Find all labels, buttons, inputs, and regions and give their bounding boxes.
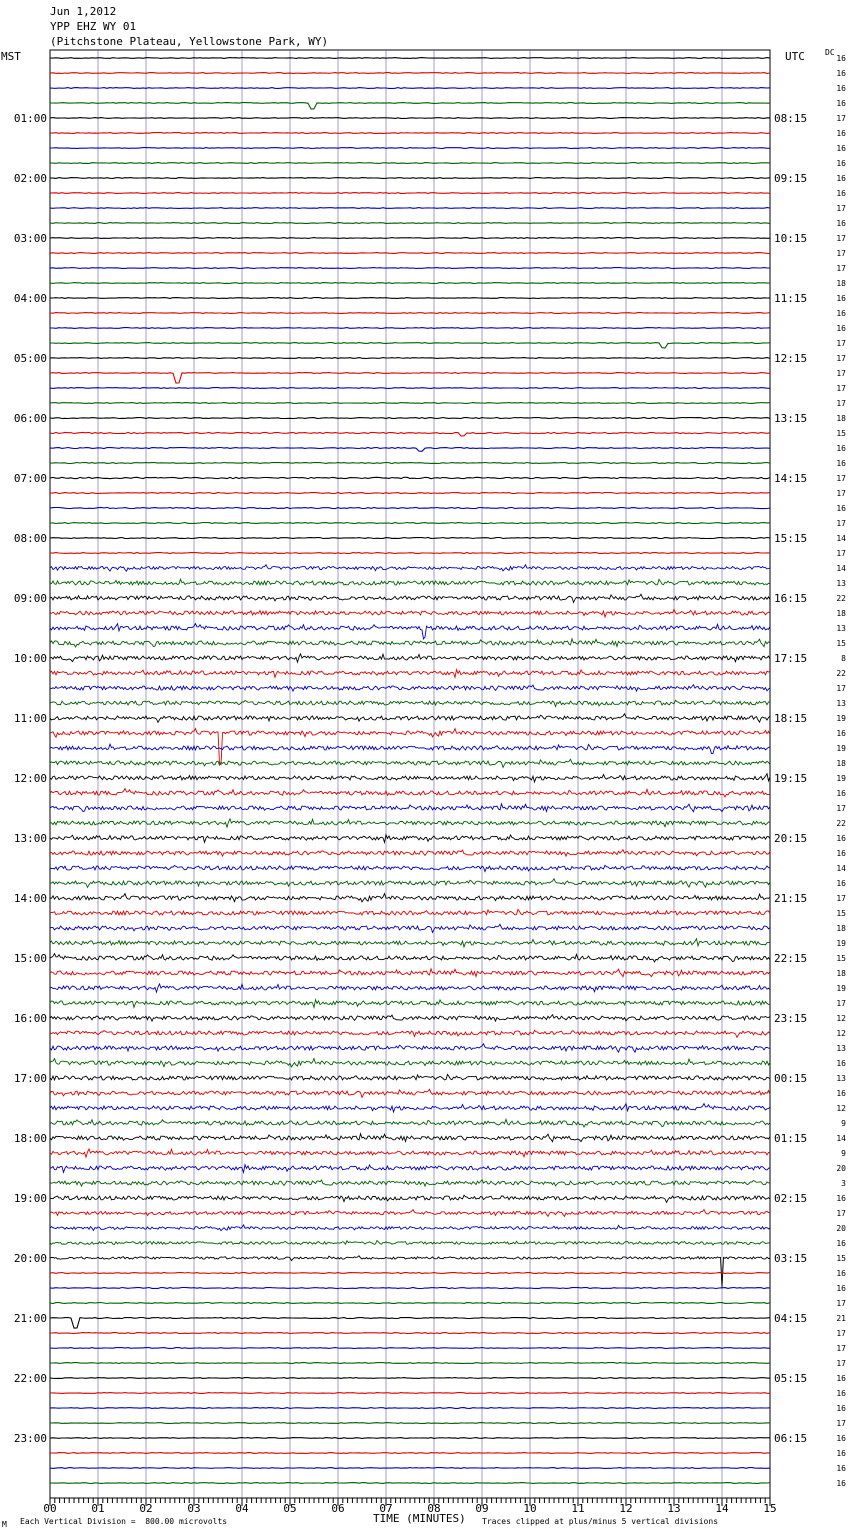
dc-offset-label: 16 [836, 294, 846, 303]
dc-offset-label: 17 [836, 489, 846, 498]
trace-row-34 [50, 553, 770, 554]
dc-offset-label: 15 [836, 1254, 846, 1263]
trace-row-55 [50, 865, 770, 871]
dc-offset-label: 18 [836, 924, 846, 933]
trace-row-59 [50, 924, 770, 932]
dc-offset-label: 17 [836, 519, 846, 528]
trace-row-2 [50, 73, 770, 74]
dc-offset-label: 16 [836, 69, 846, 78]
mst-hour-label: 22:00 [13, 1372, 47, 1385]
trace-row-82 [50, 1273, 770, 1274]
x-tick-label: 02 [139, 1502, 153, 1515]
date-label: Jun 1,2012 [50, 5, 117, 18]
trace-row-88 [50, 1363, 770, 1364]
dc-offset-label: 17 [836, 894, 846, 903]
mst-hour-label: 04:00 [13, 292, 47, 305]
trace-row-69 [50, 1074, 770, 1080]
trace-row-92 [50, 1423, 770, 1424]
dc-offset-label: 18 [836, 759, 846, 768]
dc-offset-label: 17 [836, 804, 846, 813]
dc-offset-label: 17 [836, 1209, 846, 1218]
trace-row-41 [50, 654, 770, 662]
utc-hour-label: 09:15 [774, 172, 808, 185]
dc-offset-label: 17 [836, 114, 846, 123]
dc-offset-label: 16 [836, 54, 846, 63]
trace-row-81 [50, 1256, 770, 1288]
scale-note: Each Vertical Division = 800.00 microvolts [20, 1517, 228, 1526]
utc-hour-label: 17:15 [774, 652, 808, 665]
trace-row-49 [50, 774, 770, 782]
trace-row-60 [50, 939, 770, 947]
utc-hour-label: 08:15 [774, 112, 808, 125]
trace-row-5 [50, 118, 770, 119]
trace-row-28 [50, 463, 770, 464]
trace-row-23 [50, 388, 770, 389]
dc-offset-label: 16 [836, 174, 846, 183]
trace-row-96 [50, 1483, 770, 1484]
trace-row-44 [50, 700, 770, 706]
trace-row-56 [50, 879, 770, 888]
trace-row-12 [50, 223, 770, 224]
trace-row-24 [50, 403, 770, 404]
dc-offset-label: 17 [836, 549, 846, 558]
mst-hour-label: 17:00 [13, 1072, 47, 1085]
dc-offset-label: 17 [836, 474, 846, 483]
dc-offset-label: 16 [836, 1269, 846, 1278]
trace-row-39 [50, 624, 770, 639]
utc-hour-label: 23:15 [774, 1012, 808, 1025]
dc-offset-label: 17 [836, 369, 846, 378]
mst-hour-label: 15:00 [13, 952, 47, 965]
trace-row-54 [50, 850, 770, 856]
dc-offset-label: 19 [836, 714, 846, 723]
trace-row-65 [50, 1015, 770, 1021]
x-tick-label: 00 [43, 1502, 57, 1515]
trace-row-67 [50, 1044, 770, 1052]
trace-row-76 [50, 1180, 770, 1186]
dc-offset-label: 19 [836, 984, 846, 993]
trace-row-48 [50, 759, 770, 767]
dc-offset-label: 17 [836, 1329, 846, 1338]
mst-hour-label: 12:00 [13, 772, 47, 785]
trace-row-35 [50, 565, 770, 572]
dc-offset-label: 16 [836, 459, 846, 468]
trace-row-63 [50, 984, 770, 992]
dc-offset-label: 22 [836, 669, 846, 678]
dc-offset-label: 16 [836, 834, 846, 843]
dc-offset-label: 17 [836, 264, 846, 273]
utc-hour-label: 20:15 [774, 832, 808, 845]
dc-offset-label: 13 [836, 1044, 846, 1053]
utc-hour-label: 18:15 [774, 712, 808, 725]
trace-row-58 [50, 909, 770, 915]
trace-row-73 [50, 1134, 770, 1142]
trace-row-38 [50, 610, 770, 618]
trace-row-53 [50, 835, 770, 843]
trace-row-71 [50, 1104, 770, 1112]
trace-row-89 [50, 1378, 770, 1379]
utc-hour-label: 03:15 [774, 1252, 808, 1265]
left-axis-label: MST [1, 50, 21, 63]
mst-hour-label: 13:00 [13, 832, 47, 845]
dc-offset-label: 17 [836, 204, 846, 213]
dc-offset-label: 18 [836, 414, 846, 423]
dc-offset-label: 18 [836, 969, 846, 978]
trace-row-36 [50, 579, 770, 585]
x-tick-label: 14 [715, 1502, 729, 1515]
trace-row-94 [50, 1453, 770, 1454]
trace-row-27 [50, 448, 770, 452]
utc-hour-label: 22:15 [774, 952, 808, 965]
mst-hour-label: 02:00 [13, 172, 47, 185]
trace-row-45 [50, 714, 770, 723]
dc-offset-label: 16 [836, 1464, 846, 1473]
trace-row-29 [50, 477, 770, 478]
trace-row-8 [50, 163, 770, 164]
trace-row-13 [50, 238, 770, 239]
x-tick-label: 08 [427, 1502, 441, 1515]
mst-hour-label: 14:00 [13, 892, 47, 905]
x-axis-title: TIME (MINUTES) [373, 1512, 466, 1525]
dc-offset-label: 13 [836, 579, 846, 588]
dc-offset-label: 16 [836, 309, 846, 318]
x-tick-label: 01 [91, 1502, 105, 1515]
dc-offset-label: 19 [836, 744, 846, 753]
mst-hour-label: 01:00 [13, 112, 47, 125]
x-tick-label: 03 [187, 1502, 201, 1515]
mst-hour-label: 18:00 [13, 1132, 47, 1145]
trace-row-22 [50, 373, 770, 384]
dc-offset-label: 13 [836, 699, 846, 708]
trace-row-21 [50, 358, 770, 359]
trace-row-42 [50, 670, 770, 678]
dc-offset-label: 14 [836, 564, 846, 573]
mst-hour-label: 07:00 [13, 472, 47, 485]
dc-offset-label: 17 [836, 1419, 846, 1428]
trace-row-95 [50, 1468, 770, 1469]
dc-offset-label: 17 [836, 399, 846, 408]
dc-offset-label: 12 [836, 1104, 846, 1113]
dc-offset-label: 17 [836, 234, 846, 243]
dc-offset-label: 15 [836, 639, 846, 648]
dc-offset-label: 16 [836, 189, 846, 198]
dc-offset-label: 17 [836, 249, 846, 258]
dc-offset-label: 9 [841, 1149, 846, 1158]
dc-offset-label: 3 [841, 1179, 846, 1188]
dc-offset-label: 16 [836, 99, 846, 108]
utc-hour-label: 11:15 [774, 292, 808, 305]
trace-row-80 [50, 1241, 770, 1246]
dc-offset-label: 16 [836, 324, 846, 333]
dc-offset-label: 15 [836, 429, 846, 438]
trace-row-50 [50, 789, 770, 797]
trace-row-11 [50, 208, 770, 209]
dc-offset-label: 16 [836, 849, 846, 858]
dc-offset-label: 16 [836, 1389, 846, 1398]
trace-row-62 [50, 969, 770, 977]
dc-offset-label: 14 [836, 864, 846, 873]
trace-row-83 [50, 1288, 770, 1289]
dc-offset-label: 16 [836, 1239, 846, 1248]
dc-offset-label: 17 [836, 684, 846, 693]
plot-frame [50, 50, 770, 1498]
dc-offset-label: 18 [836, 279, 846, 288]
x-tick-label: 11 [571, 1502, 585, 1515]
trace-row-78 [50, 1210, 770, 1217]
dc-offset-label: 8 [841, 654, 846, 663]
dc-offset-label: 16 [836, 1089, 846, 1098]
x-tick-label: 13 [667, 1502, 681, 1515]
dc-offset-label: 16 [836, 729, 846, 738]
utc-hour-label: 01:15 [774, 1132, 808, 1145]
right-axis-label: UTC [785, 50, 805, 63]
trace-row-16 [50, 283, 770, 284]
trace-row-14 [50, 253, 770, 254]
trace-row-68 [50, 1059, 770, 1067]
x-tick-label: 05 [283, 1502, 297, 1515]
mst-hour-label: 06:00 [13, 412, 47, 425]
trace-row-30 [50, 493, 770, 494]
dc-offset-label: 17 [836, 1359, 846, 1368]
dc-offset-label: 16 [836, 144, 846, 153]
mst-hour-label: 03:00 [13, 232, 47, 245]
trace-row-26 [50, 432, 770, 436]
dc-offset-label: 16 [836, 1374, 846, 1383]
dc-offset-label: 16 [836, 444, 846, 453]
x-tick-label: 04 [235, 1502, 249, 1515]
dc-offset-label: 13 [836, 624, 846, 633]
dc-offset-label: 13 [836, 1074, 846, 1083]
trace-row-33 [50, 538, 770, 539]
location-label: (Pitchstone Plateau, Yellowstone Park, WY) [50, 35, 329, 48]
x-tick-label: 06 [331, 1502, 345, 1515]
utc-hour-label: 12:15 [774, 352, 808, 365]
trace-row-61 [50, 954, 770, 962]
utc-hour-label: 13:15 [774, 412, 808, 425]
utc-hour-label: 16:15 [774, 592, 808, 605]
dc-offset-label: 21 [836, 1314, 846, 1323]
trace-row-43 [50, 685, 770, 691]
utc-hour-label: 15:15 [774, 532, 808, 545]
utc-hour-label: 02:15 [774, 1192, 808, 1205]
x-tick-label: 07 [379, 1502, 393, 1515]
dc-offset-label: 16 [836, 789, 846, 798]
mst-hour-label: 09:00 [13, 592, 47, 605]
station-label: YPP EHZ WY 01 [50, 20, 137, 33]
trace-row-91 [50, 1408, 770, 1409]
trace-row-57 [50, 894, 770, 902]
dc-offset-label: 12 [836, 1029, 846, 1038]
dc-label: DC [825, 48, 835, 57]
dc-offset-label: 16 [836, 129, 846, 138]
trace-row-47 [50, 744, 770, 754]
trace-row-25 [50, 418, 770, 419]
clip-note: Traces clipped at plus/minus 5 vertical divisions [482, 1517, 719, 1526]
dc-offset-label: 17 [836, 339, 846, 348]
x-tick-label: 12 [619, 1502, 633, 1515]
dc-offset-label: 15 [836, 954, 846, 963]
utc-hour-label: 05:15 [774, 1372, 808, 1385]
trace-row-93 [50, 1438, 770, 1439]
x-tick-label: 10 [523, 1502, 537, 1515]
dc-offset-label: 17 [836, 1344, 846, 1353]
trace-row-87 [50, 1348, 770, 1349]
trace-row-19 [50, 328, 770, 329]
trace-row-85 [50, 1318, 770, 1329]
dc-offset-label: 16 [836, 219, 846, 228]
trace-row-51 [50, 804, 770, 812]
dc-offset-label: 17 [836, 384, 846, 393]
dc-offset-label: 16 [836, 1479, 846, 1488]
utc-hour-label: 06:15 [774, 1432, 808, 1445]
trace-row-6 [50, 133, 770, 134]
trace-row-86 [50, 1333, 770, 1334]
dc-offset-label: 20 [836, 1224, 846, 1233]
dc-offset-label: 15 [836, 909, 846, 918]
dc-offset-label: 16 [836, 1059, 846, 1068]
trace-row-37 [50, 594, 770, 602]
trace-row-64 [50, 1000, 770, 1008]
dc-offset-label: 16 [836, 1404, 846, 1413]
dc-offset-label: 9 [841, 1119, 846, 1128]
dc-offset-label: 16 [836, 1434, 846, 1443]
x-tick-label: 09 [475, 1502, 489, 1515]
dc-offset-label: 18 [836, 609, 846, 618]
trace-row-4 [50, 103, 770, 109]
utc-hour-label: 00:15 [774, 1072, 808, 1085]
utc-hour-label: 14:15 [774, 472, 808, 485]
trace-row-18 [50, 313, 770, 314]
dc-offset-label: 16 [836, 84, 846, 93]
mst-hour-label: 16:00 [13, 1012, 47, 1025]
trace-row-20 [50, 343, 770, 348]
dc-offset-label: 22 [836, 819, 846, 828]
dc-offset-label: 12 [836, 1014, 846, 1023]
trace-row-70 [50, 1089, 770, 1097]
trace-row-90 [50, 1393, 770, 1394]
trace-row-3 [50, 88, 770, 89]
trace-row-15 [50, 268, 770, 269]
dc-offset-label: 17 [836, 999, 846, 1008]
dc-offset-label: 16 [836, 1284, 846, 1293]
utc-hour-label: 04:15 [774, 1312, 808, 1325]
dc-offset-label: 16 [836, 879, 846, 888]
trace-row-10 [50, 193, 770, 194]
dc-offset-label: 14 [836, 1134, 846, 1143]
mst-hour-label: 11:00 [13, 712, 47, 725]
trace-row-84 [50, 1303, 770, 1304]
trace-row-17 [50, 298, 770, 299]
trace-row-40 [50, 639, 770, 647]
trace-row-52 [50, 819, 770, 827]
mst-hour-label: 10:00 [13, 652, 47, 665]
mst-hour-label: 20:00 [13, 1252, 47, 1265]
trace-row-75 [50, 1165, 770, 1173]
dc-offset-label: 19 [836, 774, 846, 783]
utc-hour-label: 21:15 [774, 892, 808, 905]
dc-offset-label: 16 [836, 159, 846, 168]
dc-offset-label: 17 [836, 1299, 846, 1308]
trace-row-72 [50, 1119, 770, 1127]
dc-offset-label: 16 [836, 1449, 846, 1458]
trace-row-9 [50, 178, 770, 179]
x-tick-label: 15 [763, 1502, 777, 1515]
dc-offset-label: 16 [836, 1194, 846, 1203]
dc-offset-label: 20 [836, 1164, 846, 1173]
dc-offset-label: 14 [836, 534, 846, 543]
utc-hour-label: 10:15 [774, 232, 808, 245]
mst-hour-label: 21:00 [13, 1312, 47, 1325]
trace-row-77 [50, 1195, 770, 1202]
mst-hour-label: 23:00 [13, 1432, 47, 1445]
utc-hour-label: 19:15 [774, 772, 808, 785]
dc-offset-label: 16 [836, 504, 846, 513]
dc-offset-label: 22 [836, 594, 846, 603]
dc-offset-label: 19 [836, 939, 846, 948]
trace-row-31 [50, 507, 770, 508]
dc-offset-label: 17 [836, 354, 846, 363]
mst-hour-label: 08:00 [13, 532, 47, 545]
trace-row-32 [50, 523, 770, 524]
trace-row-7 [50, 148, 770, 149]
trace-row-79 [50, 1225, 770, 1231]
trace-row-66 [50, 1030, 770, 1037]
trace-row-1 [50, 58, 770, 59]
mst-hour-label: 05:00 [13, 352, 47, 365]
mst-hour-label: 19:00 [13, 1192, 47, 1205]
corner-mark: M [2, 1520, 7, 1529]
trace-row-74 [50, 1149, 770, 1157]
